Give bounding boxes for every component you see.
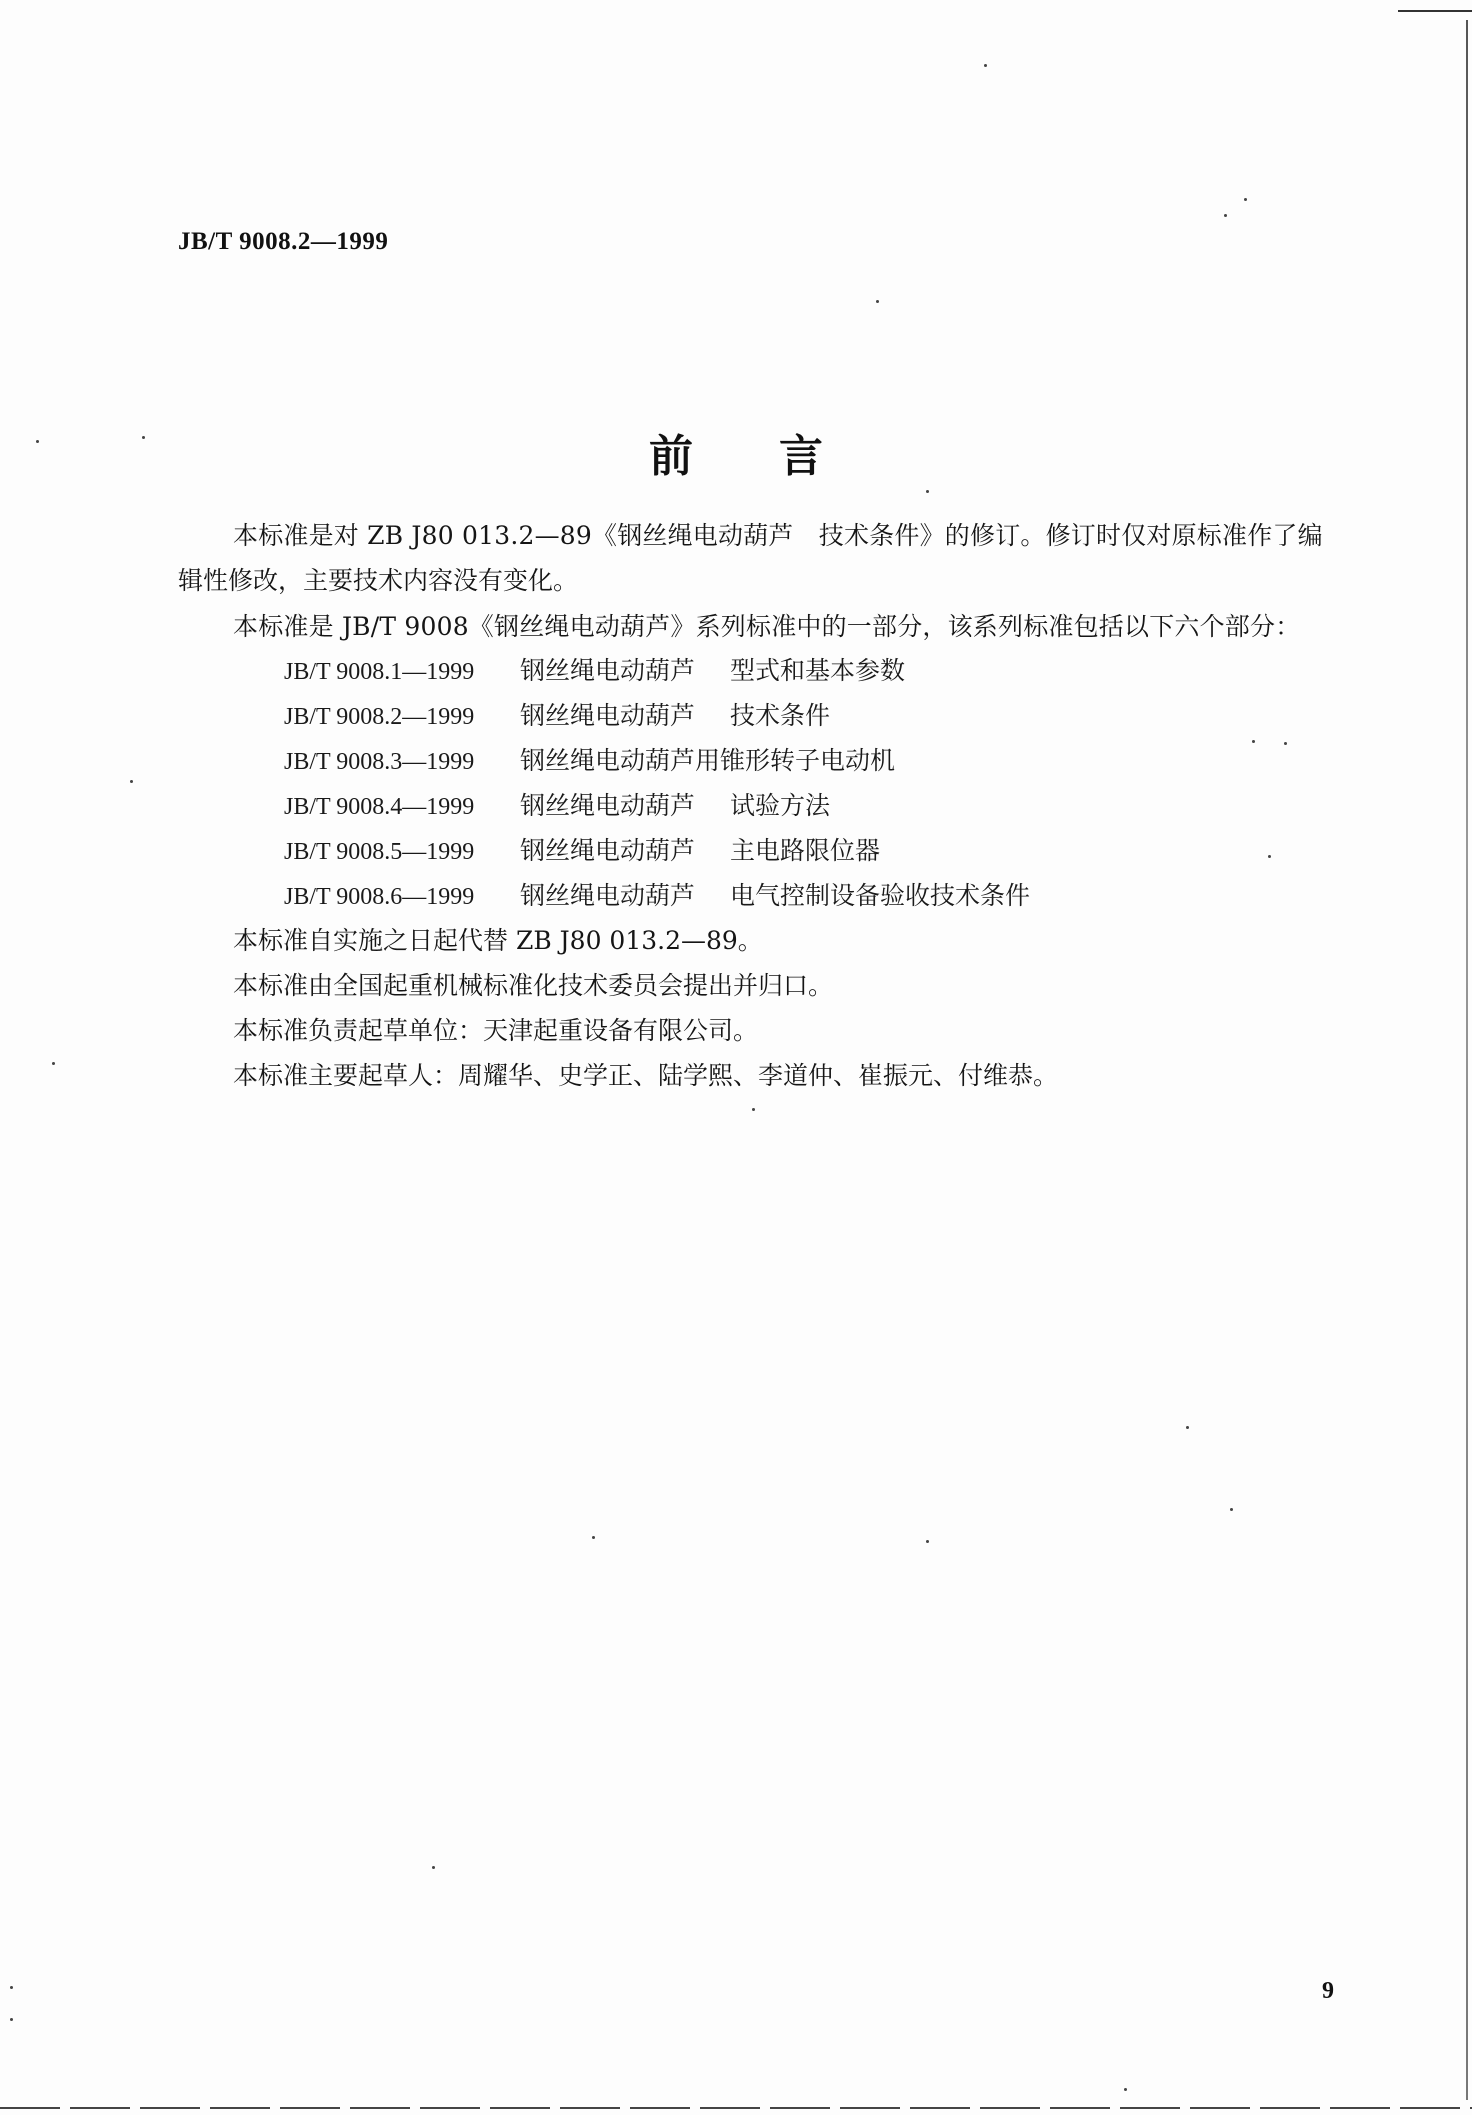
part-series: 钢丝绳电动葫芦 — [520, 701, 696, 730]
part-series: 钢丝绳电动葫芦用锥形转子电动机 — [520, 746, 896, 775]
list-item — [284, 738, 1030, 783]
paragraph-replacement: 本标准自实施之日起代替 ZB J80 013.2—89。 — [233, 926, 763, 955]
list-item — [284, 648, 1030, 693]
standards-parts-list — [284, 648, 1030, 918]
part-code: JB/T 9008.1—1999 — [284, 659, 475, 685]
scan-edge-right — [1466, 20, 1468, 2100]
paragraph-revision-line-2: 辑性修改，主要技术内容没有变化。 — [178, 566, 579, 595]
paragraph-drafting-unit: 本标准负责起草单位：天津起重设备有限公司。 — [233, 1016, 759, 1045]
part-series: 钢丝绳电动葫芦 — [520, 791, 696, 820]
scan-speck — [1268, 855, 1271, 858]
scan-speck — [1230, 1508, 1233, 1511]
scan-speck — [432, 1866, 435, 1869]
part-subject: 主电路限位器 — [730, 836, 881, 865]
part-series: 钢丝绳电动葫芦 — [520, 836, 696, 865]
scan-speck — [10, 2018, 13, 2021]
scan-speck — [926, 1540, 929, 1543]
scan-speck — [592, 1536, 595, 1539]
part-code: JB/T 9008.2—1999 — [284, 704, 475, 730]
page-number: 9 — [1322, 1978, 1334, 2004]
document-code: JB/T 9008.2—1999 — [178, 228, 389, 255]
scan-edge-top — [1398, 10, 1472, 12]
scan-speck — [752, 1108, 755, 1111]
part-subject: 技术条件 — [730, 701, 831, 730]
title-char-1: 前 — [649, 431, 693, 482]
list-item — [284, 693, 1030, 738]
scan-speck — [1244, 198, 1247, 201]
list-item — [284, 873, 1030, 918]
scan-speck — [1224, 214, 1227, 217]
title-char-2: 言 — [779, 431, 823, 482]
part-subject: 型式和基本参数 — [730, 656, 906, 685]
part-subject: 试验方法 — [730, 791, 831, 820]
part-code: JB/T 9008.3—1999 — [284, 749, 475, 775]
scan-speck — [1284, 742, 1287, 745]
scan-speck — [1186, 1426, 1189, 1429]
part-series: 钢丝绳电动葫芦 — [520, 881, 696, 910]
paragraph-revision-line-1: 本标准是对 ZB J80 013.2—89《钢丝绳电动葫芦 技术条件》的修订。修订时仅对原标准作了编 — [233, 521, 1323, 550]
scan-speck — [1124, 2088, 1127, 2091]
scan-edge-bottom — [0, 2107, 1472, 2109]
part-code: JB/T 9008.4—1999 — [284, 794, 475, 820]
scan-speck — [926, 490, 929, 493]
scan-speck — [52, 1062, 55, 1065]
part-series: 钢丝绳电动葫芦 — [520, 656, 696, 685]
scan-speck — [142, 436, 145, 439]
part-code: JB/T 9008.6—1999 — [284, 884, 475, 910]
scan-speck — [1252, 740, 1255, 743]
list-item — [284, 783, 1030, 828]
part-code: JB/T 9008.5—1999 — [284, 839, 475, 865]
scan-speck — [984, 64, 987, 67]
part-subject: 电气控制设备验收技术条件 — [730, 881, 1031, 910]
scan-speck — [36, 440, 39, 443]
scan-speck — [876, 300, 879, 303]
scan-speck — [10, 1986, 13, 1989]
page-title — [0, 420, 1472, 484]
list-item — [284, 828, 1030, 873]
paragraph-drafters: 本标准主要起草人：周耀华、史学正、陆学熙、李道仲、崔振元、付维恭。 — [233, 1061, 1059, 1090]
paragraph-proposer: 本标准由全国起重机械标准化技术委员会提出并归口。 — [233, 971, 834, 1000]
paragraph-series-intro: 本标准是 JB/T 9008《钢丝绳电动葫芦》系列标准中的一部分，该系列标准包括以下六个部分： — [233, 612, 1301, 641]
scan-speck — [130, 780, 133, 783]
